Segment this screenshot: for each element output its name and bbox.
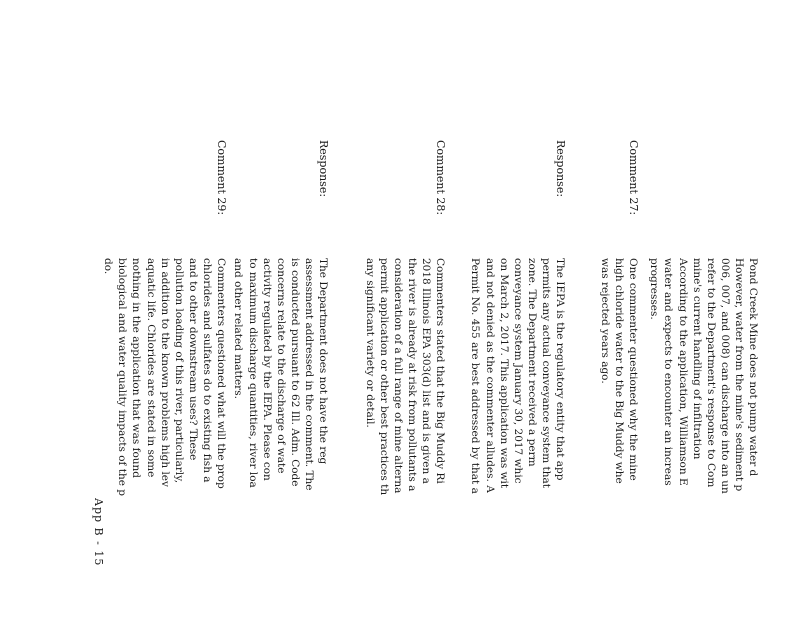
text-line: the river is already at risk from pollutants a — [405, 258, 418, 492]
text-line: consideration of a full range of mine alterna — [391, 258, 404, 494]
text-line: is conducted pursuant to 62 Ill. Adm. Code — [288, 258, 301, 487]
text-line: concerns relate to the discharge of wate — [274, 258, 287, 474]
text-line: to maximum discharge quantities, river loa — [246, 258, 259, 488]
text-line: 006, 007, and 008) can discharge into an un — [718, 258, 731, 494]
text-line: However, water from the mine's sediment p — [732, 258, 745, 492]
paragraph-comment-28 — [362, 258, 447, 495]
text-line: Permit No. 455 are best addressed by that a — [469, 258, 482, 494]
text-line: The Department does not have the reg — [317, 258, 329, 465]
comment-28-label: Comment 28: — [434, 140, 447, 216]
text-line: pollution loading of this river, particularly, — [172, 258, 185, 484]
text-line: was rejected years ago. — [598, 258, 611, 384]
text-line: The IEPA is the regulatory entity that app — [554, 258, 566, 481]
text-line: in addition to the known problems high lev — [158, 258, 171, 487]
text-line: any significant variety or detail. — [363, 258, 376, 428]
paragraph-response-2 — [231, 258, 330, 490]
text-line: zone. The Department received a perm — [525, 258, 538, 467]
text-line: assessment addressed in the comment. The — [302, 258, 315, 491]
paragraph-comment-29 — [101, 258, 228, 496]
paragraph-pond-creek — [647, 258, 760, 494]
text-line: refer to the Department's response to Com — [704, 258, 717, 488]
comment-27-label: Comment 27: — [627, 140, 640, 216]
page-number-footer: App B - 15 — [92, 498, 105, 567]
text-line: Commenters stated that the Big Muddy Ri — [434, 258, 446, 484]
text-line: conveyance system January 30, 2017 whic — [511, 258, 524, 484]
text-line: chlorides and sulfates do to existing fish a — [200, 258, 213, 483]
paragraph-comment-27 — [598, 258, 640, 484]
text-line: One commenter questioned why the mine — [627, 258, 639, 481]
text-line: nothing in the application that was found — [130, 258, 143, 479]
text-line: and to other downstream uses? These — [186, 258, 199, 461]
text-line: According to the application, Williamson E — [676, 258, 689, 486]
text-line: 2018 Illinois EPA 303(d) list and is given a — [419, 258, 432, 484]
text-line: high chloride water to the Big Muddy whe — [612, 258, 625, 484]
text-line: water and expects to encounter an increas — [662, 258, 675, 486]
response-label-1: Response: — [554, 140, 567, 198]
text-line: aquatic life. Chlorides are stated in some — [144, 258, 157, 478]
text-line: activity regulated by the IEPA. Please con — [260, 258, 273, 481]
text-line: mine's current handling of infiltration — [690, 258, 703, 460]
text-line: Commenters questioned what will the prop — [215, 258, 227, 489]
text-line: permits any actual conveyance system that — [539, 258, 552, 488]
text-line: and other related matters. — [232, 258, 245, 399]
text-line: progresses. — [648, 258, 661, 320]
response-label-2: Response: — [317, 140, 330, 198]
text-line: and not denied as the commenter alludes. A — [483, 258, 496, 493]
text-line: Pond Creek Mine does not pump water d — [747, 258, 759, 477]
text-line: permit application or other best practices th — [377, 258, 390, 496]
text-line: on March 2, 2017. This application was wit — [497, 258, 510, 489]
text-line: do. — [102, 258, 115, 275]
paragraph-response-1 — [468, 258, 567, 494]
comment-29-label: Comment 29: — [215, 140, 228, 216]
text-line: biological and water quality impacts of the p — [116, 258, 129, 496]
